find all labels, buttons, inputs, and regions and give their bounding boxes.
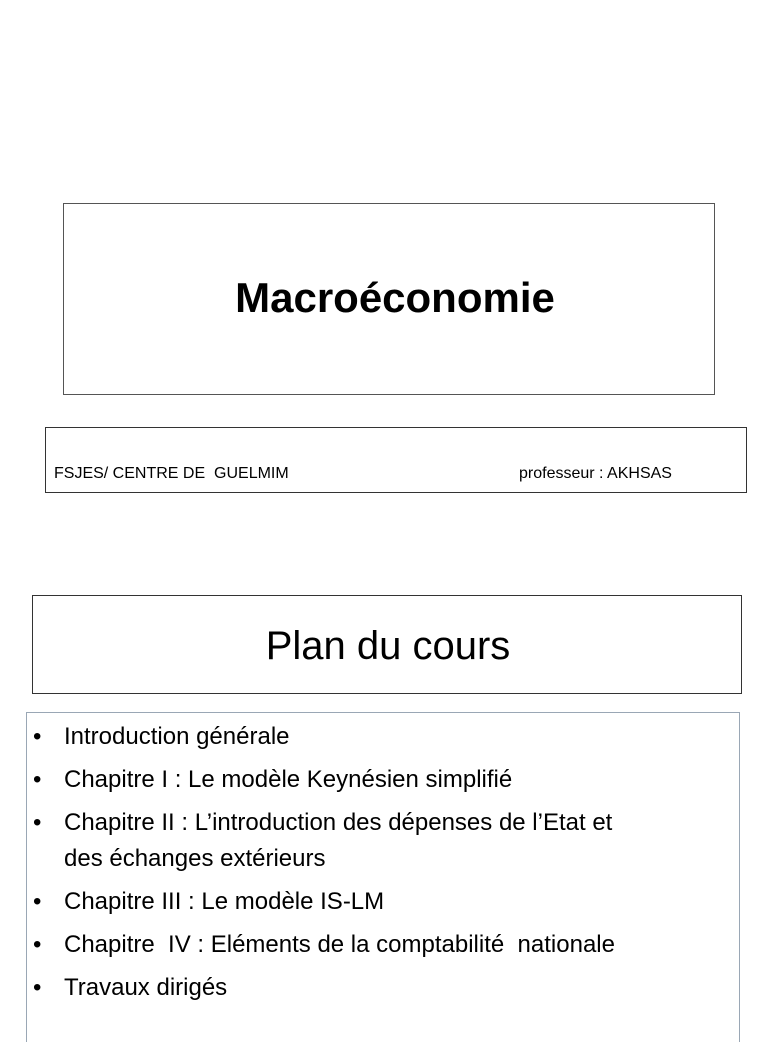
bullet-icon: • <box>33 766 42 793</box>
list-item <box>27 884 739 920</box>
page-title: Macroéconomie <box>235 274 555 321</box>
course-outline-box <box>26 712 740 1042</box>
bullet-icon: • <box>33 888 42 915</box>
list-item-text: Chapitre IV : Eléments de la comptabilité nationale <box>64 931 615 958</box>
list-item-text: Introduction générale <box>64 723 290 750</box>
bullet-icon: • <box>33 931 42 958</box>
bullet-icon: • <box>33 723 42 750</box>
list-item-text: Chapitre II : L’introduction des dépenses de l’Etat et des échanges extérieurs <box>64 809 613 872</box>
plan-title-box <box>32 595 742 694</box>
bullet-icon: • <box>33 974 42 1001</box>
list-item-text: Chapitre I : Le modèle Keynésien simplifié <box>64 766 513 793</box>
professor-label: professeur : AKHSAS <box>519 465 672 482</box>
title-box <box>63 203 715 395</box>
info-box <box>45 427 747 493</box>
list-item <box>27 927 739 963</box>
plan-title: Plan du cours <box>265 624 511 668</box>
bullet-icon: • <box>33 809 42 836</box>
list-item <box>27 762 739 798</box>
list-item-text: Travaux dirigés <box>64 974 228 1001</box>
course-outline-list <box>27 719 739 1013</box>
list-item <box>27 970 739 1006</box>
list-item <box>27 719 739 755</box>
list-item <box>27 805 739 877</box>
institution-label: FSJES/ CENTRE DE GUELMIM <box>54 465 289 482</box>
list-item-text: Chapitre III : Le modèle IS-LM <box>64 888 385 915</box>
